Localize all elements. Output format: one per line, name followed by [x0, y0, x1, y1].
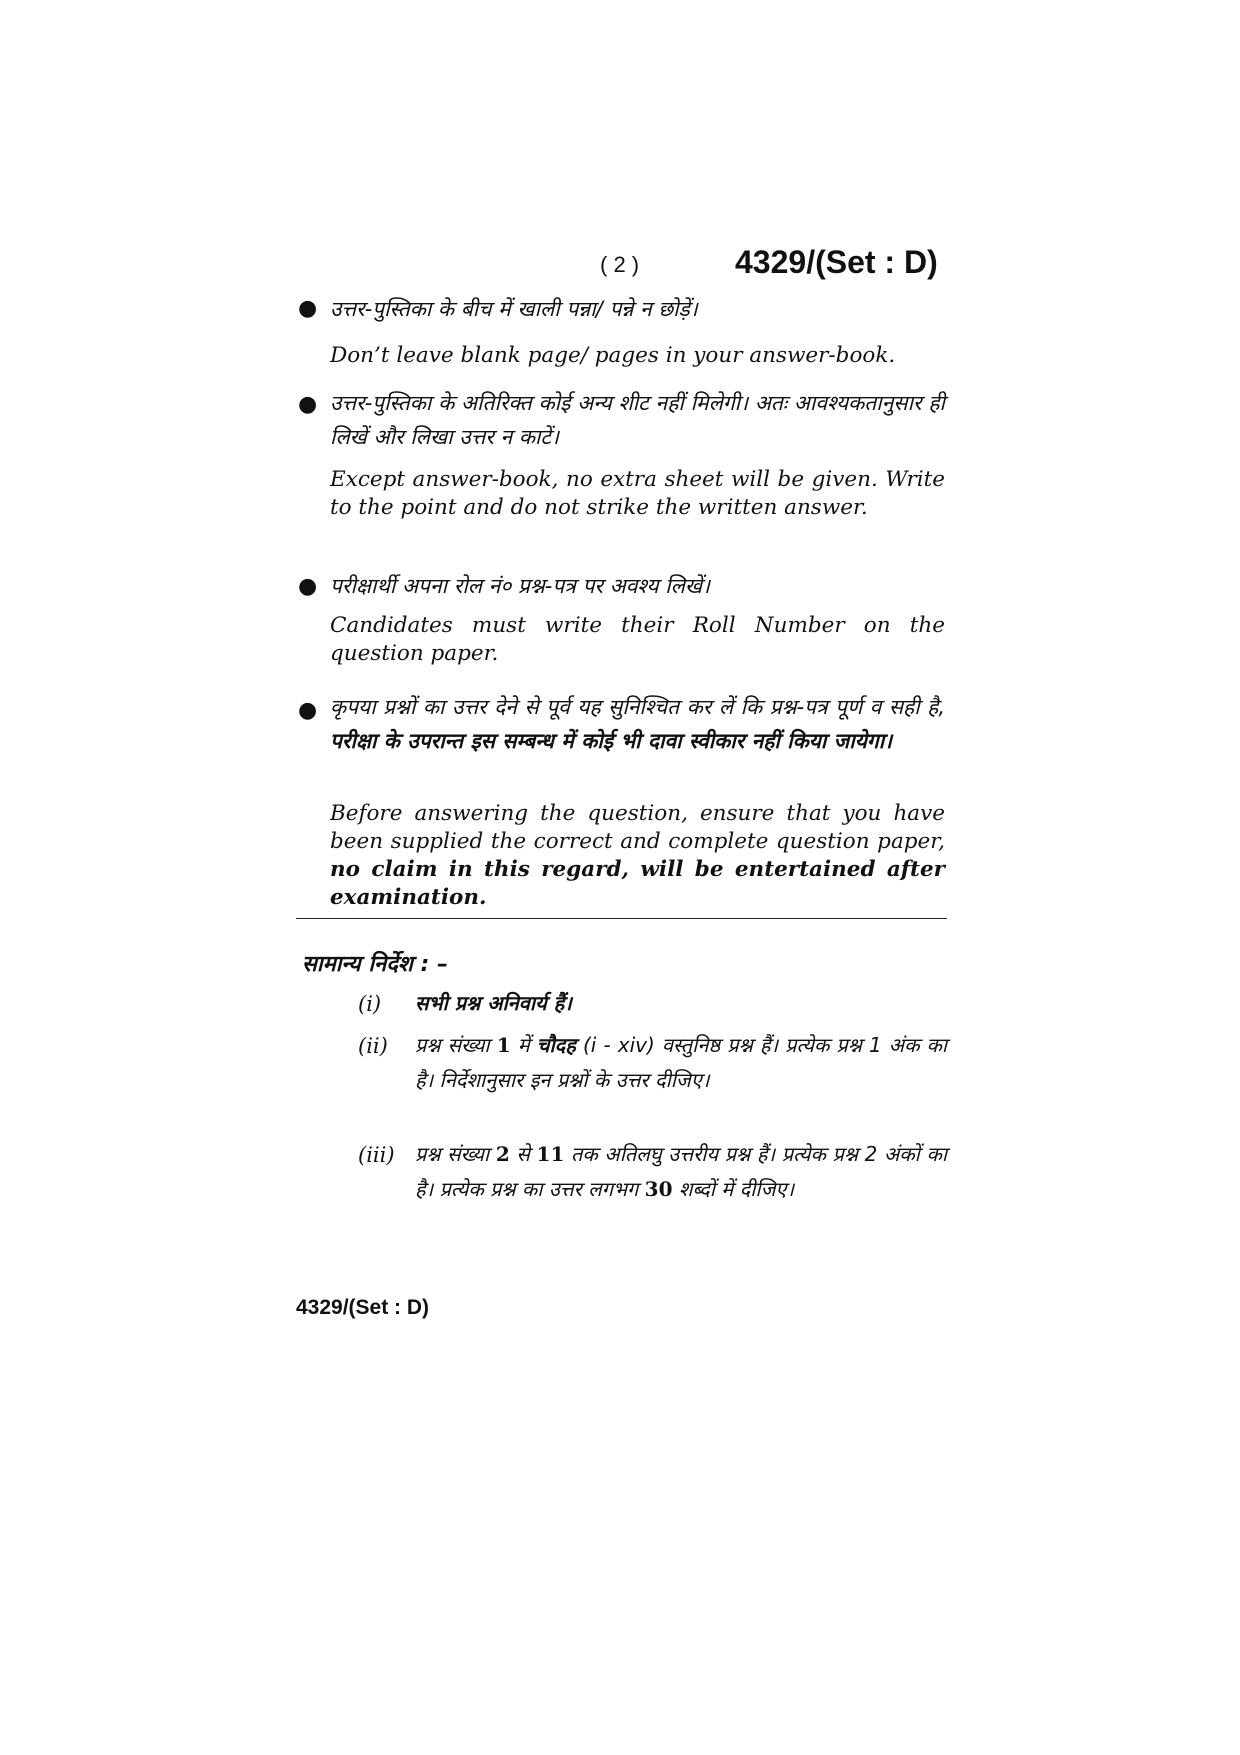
divider-rule	[296, 918, 947, 919]
instruction-4-english-bold: no claim in this regard, will be entertained after examination.	[330, 857, 945, 910]
instruction-1-hindi: उत्तर-पुस्तिका के बीच में खाली पन्ना/ पन्ने न छोड़ें।	[330, 297, 698, 321]
item-ii-part: (i - xiv) वस्तुनिष्ठ प्रश्न हैं। प्रत्येक प्रश्न 1 अंक का है। निर्देशानुसार इन प्रश्नों के उत्तर दीजिए।	[415, 1033, 948, 1092]
item-iii-part: से	[516, 1142, 530, 1166]
bullet-icon: ●	[298, 698, 318, 723]
item-iii-part: प्रश्न संख्या	[415, 1142, 490, 1166]
bullet-icon: ●	[298, 392, 318, 417]
item-ii-number: (ii)	[358, 1034, 388, 1058]
instruction-4-hindi-text: कृपया प्रश्नों का उत्तर देने से पूर्व यह सुनिश्चित कर लें कि प्रश्न-पत्र पूर्ण व सही है,	[330, 695, 945, 719]
instruction-2-hindi: उत्तर-पुस्तिका के अतिरिक्त कोई अन्य शीट नहीं मिलेगी। अतः आवश्यकतानुसार ही लिखें और लिखा उत्तर न काटें।	[330, 391, 945, 449]
general-instructions-title: सामान्य निर्देश : –	[302, 952, 448, 977]
item-iii-part: शब्दों में दीजिए।	[678, 1177, 795, 1201]
page-number: ( 2 )	[600, 252, 640, 277]
item-iii-text	[415, 1137, 947, 1207]
item-iii-number-11: 11	[536, 1142, 565, 1166]
bullet-icon: ●	[298, 574, 318, 599]
item-ii-part: में	[517, 1033, 530, 1057]
paper-code-footer: 4329/(Set : D)	[296, 1296, 430, 1319]
item-iii-number-2: 2	[495, 1142, 510, 1166]
instruction-1-english: Don’t leave blank page/ pages in your answer-book.	[330, 343, 896, 368]
item-i-number: (i)	[358, 992, 382, 1016]
item-iii-number: (iii)	[358, 1143, 395, 1167]
item-ii-bold: चौदह	[536, 1033, 576, 1057]
bullet-icon: ●	[298, 296, 318, 321]
instruction-4-english-text: Before answering the question, ensure that you have been supplied the correct and complete question paper,	[330, 801, 945, 854]
item-i-bold: सभी प्रश्न अनिवार्य हैं।	[415, 991, 572, 1015]
instruction-3-hindi: परीक्षार्थी अपना रोल नं० प्रश्न-पत्र पर अवश्य लिखें।	[330, 574, 710, 598]
item-ii-text	[415, 1028, 947, 1098]
item-iii-number-30: 30	[644, 1177, 673, 1201]
instruction-4-hindi	[330, 690, 945, 758]
item-ii-part: प्रश्न संख्या	[415, 1033, 490, 1057]
instruction-3-english: Candidates must write their Roll Number on the question paper.	[330, 613, 945, 666]
instruction-4-hindi-bold: परीक्षा के उपरान्त इस सम्बन्ध में कोई भी दावा स्वीकार नहीं किया जायेगा।	[330, 729, 893, 753]
item-iii-part: तक अतिलघु उत्तरीय प्रश्न हैं। प्रत्येक प्रश्न 2 अंकों का है। प्रत्येक प्रश्न का उत्तर लगभग	[415, 1142, 947, 1201]
instruction-2-english: Except answer-book, no extra sheet will be given. Write to the point and do not strike the written answer.	[330, 467, 945, 520]
item-i-text	[415, 986, 947, 1021]
item-ii-number-1: 1	[496, 1033, 511, 1057]
instruction-4-english	[330, 800, 945, 912]
paper-code-header: 4329/(Set : D)	[735, 244, 938, 280]
